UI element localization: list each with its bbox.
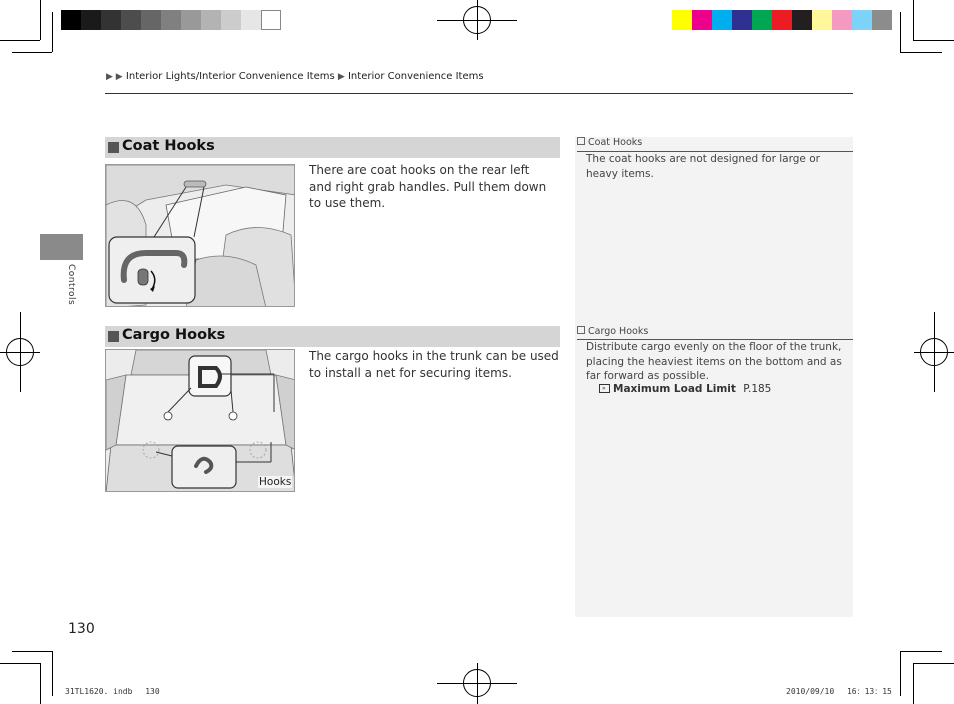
color-swatch <box>752 10 772 30</box>
grayscale-swatch <box>81 10 101 30</box>
chapter-tab[interactable] <box>40 234 83 260</box>
coat-note-heading <box>577 137 642 148</box>
cargo-note-heading <box>577 326 648 337</box>
coat-note-heading-text: Coat Hooks <box>588 137 643 148</box>
footer-timestamp: 2010/09/10 16：13：15 <box>786 687 892 696</box>
max-load-limit-label: Maximum Load Limit <box>613 383 736 395</box>
coat-hook-drawing <box>106 165 295 307</box>
max-load-limit-link[interactable] <box>599 383 771 395</box>
color-swatch <box>692 10 712 30</box>
hooks-figure-label: Hooks <box>259 476 292 488</box>
color-swatch <box>772 10 792 30</box>
grayscale-swatch <box>161 10 181 30</box>
color-swatch <box>832 10 852 30</box>
color-swatch <box>672 10 692 30</box>
coat-note-text: The coat hooks are not designed for large or heavy items. <box>586 153 820 180</box>
note-reference-icon <box>577 137 585 145</box>
breadcrumb-level1[interactable]: Interior Lights/Interior Convenience Items <box>125 71 335 82</box>
max-load-limit-page: P.185 <box>743 383 772 395</box>
cargo-hooks-heading <box>105 326 560 347</box>
color-swatch <box>712 10 732 30</box>
breadcrumb-arrows: ▶ ▶ <box>106 72 123 82</box>
coat-hooks-title: Coat Hooks <box>122 138 215 154</box>
color-swatch <box>852 10 872 30</box>
grayscale-swatch <box>61 10 81 30</box>
cargo-note-heading-text: Cargo Hooks <box>588 326 649 337</box>
cargo-hooks-text: The cargo hooks in the trunk can be used to install a net for securing items. <box>309 349 559 380</box>
grayscale-swatch <box>141 10 161 30</box>
page-number: 130 <box>68 621 95 637</box>
color-swatch <box>812 10 832 30</box>
chapter-tab-label: Controls <box>66 264 76 306</box>
coat-hooks-heading <box>105 137 560 158</box>
coat-hooks-text: There are coat hooks on the rear left and right grab handles. Pull them down to use them. <box>309 163 547 210</box>
header-rule <box>105 93 853 94</box>
footer-file-info: 31TL1620. indb 130 <box>65 687 160 696</box>
note-reference-icon <box>577 326 585 334</box>
page-reference-icon: » <box>599 384 610 393</box>
heading-square-icon <box>108 142 119 153</box>
color-swatch <box>872 10 892 30</box>
grayscale-swatch <box>241 10 261 30</box>
breadcrumb-level2[interactable]: Interior Convenience Items <box>347 71 484 82</box>
cargo-hooks-title: Cargo Hooks <box>122 327 226 343</box>
cargo-hook-illustration <box>105 349 295 492</box>
cargo-note-text: Distribute cargo evenly on the floor of the trunk, placing the heaviest items on the bottom and as far forward as possible. <box>586 341 842 382</box>
grayscale-swatch <box>201 10 221 30</box>
grayscale-swatch <box>121 10 141 30</box>
grayscale-swatch <box>181 10 201 30</box>
breadcrumb <box>106 71 484 82</box>
grayscale-swatch <box>101 10 121 30</box>
coat-hook-illustration <box>105 164 295 307</box>
cargo-hook-drawing <box>106 350 295 492</box>
color-swatch <box>792 10 812 30</box>
color-swatch <box>732 10 752 30</box>
grayscale-swatch <box>261 10 281 30</box>
breadcrumb-separator: ▶ <box>337 72 345 82</box>
grayscale-swatch <box>221 10 241 30</box>
heading-square-icon <box>108 331 119 342</box>
